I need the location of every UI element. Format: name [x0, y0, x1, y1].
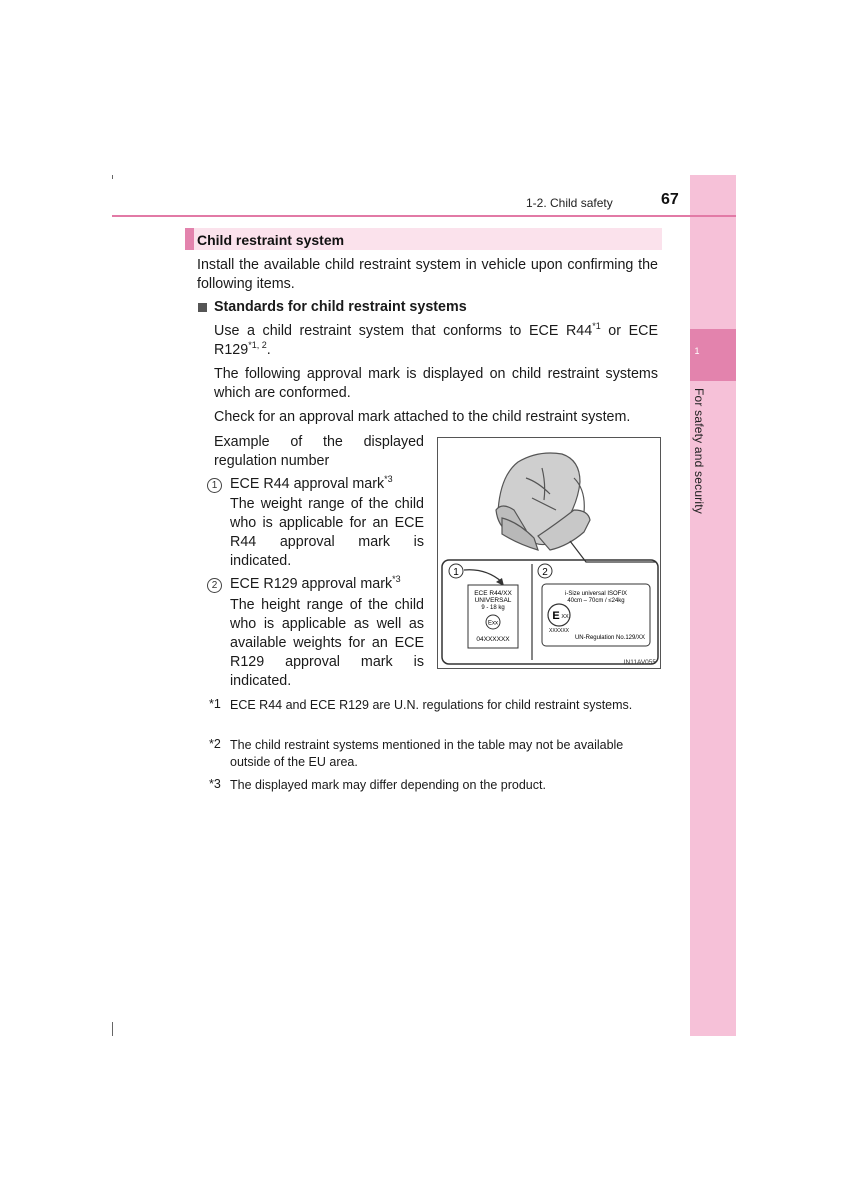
section-heading: Child restraint system [197, 232, 345, 248]
r129-category: i-Size universal ISOFIX [564, 591, 628, 597]
footnote-mark: *1 [209, 697, 221, 711]
p1-footnote-ref-2: *1, 2 [248, 340, 267, 351]
r129-e-mark: E [552, 610, 560, 622]
p1-or: or ECE R129 [214, 323, 658, 358]
crop-mark [112, 1022, 113, 1036]
p1-text: Use a child restraint system that conforms to ECE R44 [214, 323, 593, 339]
footnote-text: ECE R44 and ECE R129 are U.N. regulations for child restraint systems. [230, 698, 633, 712]
footnote-text: The displayed mark may differ depending on the product. [230, 778, 546, 792]
square-bullet-icon [198, 303, 207, 312]
check-paragraph: Check for an approval mark attached to the child restraint system. [214, 409, 631, 425]
chapter-title: For safety and security [692, 388, 706, 514]
item-title-text: ECE R44 approval mark [230, 476, 385, 492]
child-seat-illustration [496, 453, 590, 550]
p1-end: . [266, 342, 271, 358]
section-label: 1-2. Child safety [526, 196, 613, 210]
standards-heading: Standards for child restraint systems [214, 299, 467, 315]
r44-weight: 9 - 18 kg [481, 605, 505, 611]
arrow-1 [464, 570, 502, 582]
label-2-number: 2 [542, 567, 548, 578]
item-description: The height range of the child who is applicable as well as available weights for an ECE R129 approval mark is indicated. [230, 597, 424, 689]
p1-footnote-ref: *1 [592, 321, 601, 332]
r129-regulation: UN-Regulation No.129/XX [574, 635, 646, 641]
page-number: 67 [661, 191, 679, 208]
r44-e-mark: Exx [487, 620, 499, 627]
item-title-text: ECE R129 approval mark [230, 576, 393, 592]
crop-mark [112, 175, 113, 179]
approval-mark-figure [437, 437, 661, 669]
r44-approval-code: 04XXXXXX [476, 636, 510, 643]
footnote-text: The child restraint systems mentioned in the table may not be available outside of the EU area. [230, 738, 624, 769]
item-number-circle: 1 [207, 478, 222, 493]
r44-category: UNIVERSAL [474, 597, 512, 604]
label-1-number: 1 [453, 567, 459, 578]
r129-e-mark-number: XX [561, 614, 569, 620]
item-title [230, 575, 401, 594]
header-rule [112, 215, 736, 217]
r129-size-range: 40cm – 70cm / ≤24kg [567, 598, 625, 604]
example-paragraph: Example of the displayed regulation number [214, 434, 424, 469]
item-title [230, 475, 393, 494]
r44-regulation: ECE R44/XX [474, 590, 512, 597]
pointer-line [570, 541, 656, 562]
footnote-mark: *3 [209, 777, 221, 791]
conformance-paragraph [214, 322, 658, 360]
item-number-circle: 2 [207, 578, 222, 593]
item-description: The weight range of the child who is applicable for an ECE R44 approval mark is indicated. [230, 496, 424, 569]
approval-mark-paragraph: The following approval mark is displayed on child restraint systems which are conformed. [214, 366, 658, 401]
figure-illustration [438, 438, 662, 670]
footnote-mark: *2 [209, 737, 221, 751]
item-footnote-ref: *3 [392, 574, 401, 585]
side-tab [690, 175, 736, 1036]
item-footnote-ref: *3 [384, 474, 393, 485]
r129-approval-code: XXXXXX [548, 628, 570, 634]
chapter-number: 1 [694, 346, 700, 356]
intro-paragraph: Install the available child restraint system in vehicle upon confirming the following items. [197, 257, 658, 292]
figure-code: IN11AV055 [623, 659, 656, 666]
